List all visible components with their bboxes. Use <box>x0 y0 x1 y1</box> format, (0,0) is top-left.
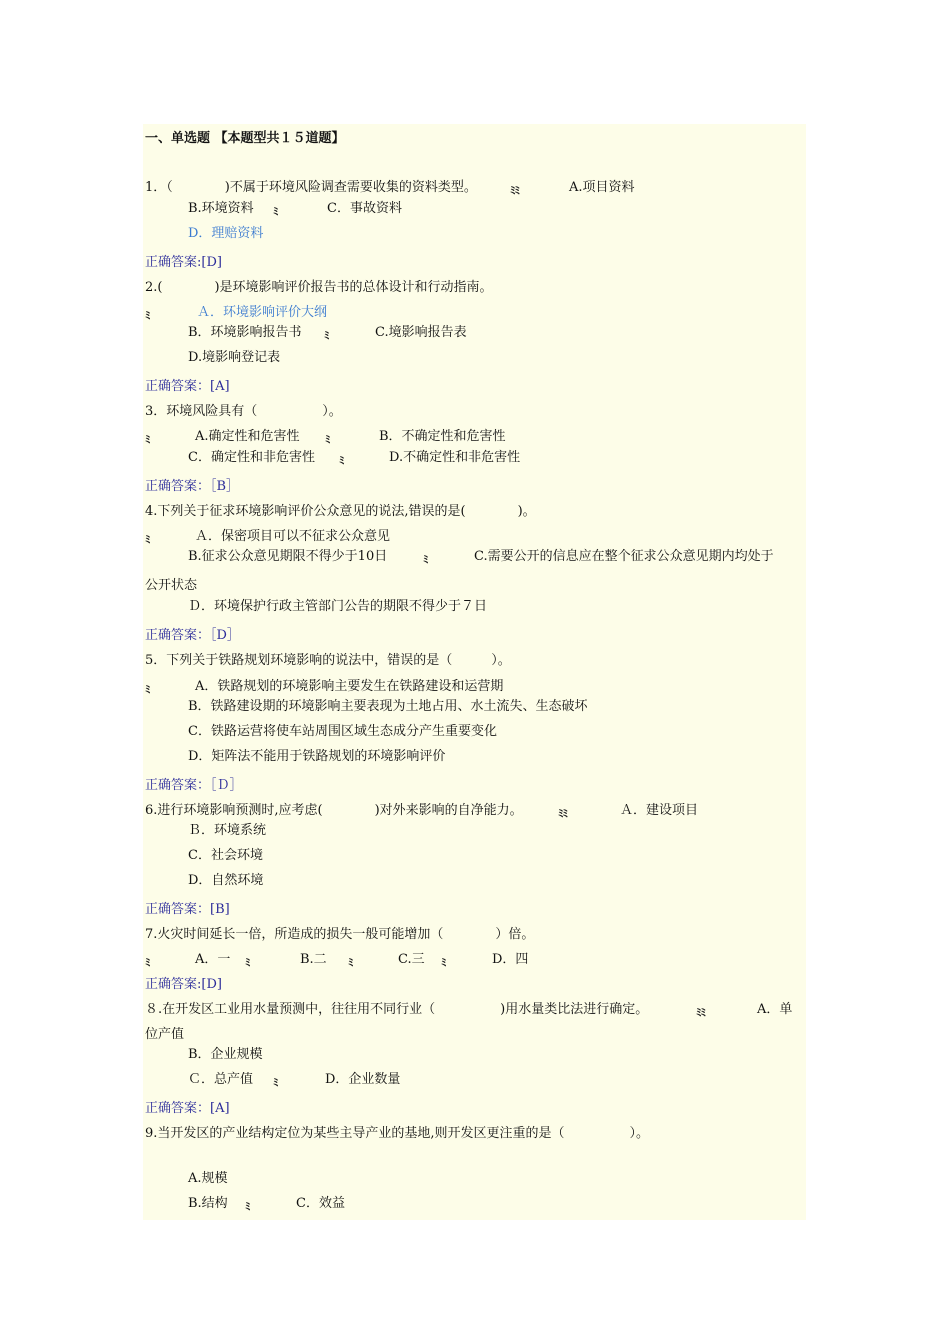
mark-glyph: ﾐ <box>441 956 446 969</box>
question-6-answer: 正确答案：[B] <box>145 902 230 917</box>
question-6-option-c: C．社会环境 <box>188 848 263 863</box>
question-1-option-b: B.环境资料 <box>188 201 254 216</box>
mark-glyph: ﾐ <box>145 683 150 696</box>
question-1-answer: 正确答案:[D] <box>145 255 222 270</box>
question-3-option-c: C．确定性和非危害性 <box>188 450 315 465</box>
question-1-option-c: C．事故资料 <box>327 201 402 216</box>
question-6-option-b: Ｂ．环境系统 <box>188 823 267 838</box>
question-4-stem: 4.下列关于征求环境影响评价公众意见的说法,错误的是( )。 <box>145 504 536 519</box>
mark-glyph: ﾐ <box>145 433 150 446</box>
mark-glyph: ﾐ <box>145 956 150 969</box>
question-2-option-b: B．环境影响报告书 <box>188 325 302 340</box>
question-3-option-a: A.确定性和危害性 <box>195 429 300 444</box>
question-5-option-a: A．铁路规划的环境影响主要发生在铁路建设和运营期 <box>195 679 504 694</box>
question-9-option-c: C．效益 <box>296 1196 345 1211</box>
question-7-option-b: B.二 <box>300 952 327 967</box>
question-8-stem: ８.在开发区工业用水量预测中，往往用不同行业（ )用水量类比法进行确定。 <box>145 1002 649 1017</box>
question-5-stem: 5．下列关于铁路规划环境影响的说法中，错误的是（ ）。 <box>145 653 511 668</box>
question-8-option-a-continued: 位产值 <box>145 1027 185 1042</box>
question-7-answer: 正确答案:[D] <box>145 977 222 992</box>
question-6-option-a: Ａ．建设项目 <box>620 803 699 818</box>
question-3-answer: 正确答案：［B］ <box>145 479 240 494</box>
question-9-option-a: A.规模 <box>188 1171 228 1186</box>
question-3-option-b: B．不确定性和危害性 <box>379 429 506 444</box>
question-1-stem: 1．（ )不属于环境风险调查需要收集的资料类型。 <box>145 180 477 195</box>
mark-glyph: ﾐﾐ <box>510 184 519 197</box>
question-4-option-a: Ａ．保密项目可以不征求公众意见 <box>195 529 391 544</box>
question-7-option-d: D．四 <box>492 952 529 967</box>
mark-glyph: ﾐ <box>273 1076 278 1089</box>
mark-glyph: ﾐ <box>325 433 330 446</box>
question-4-option-b: B.征求公众意见期限不得少于10日 <box>188 549 388 564</box>
question-2-option-c: C.境影响报告表 <box>375 325 467 340</box>
question-3-stem: 3．环境风险具有（ ）。 <box>145 404 342 419</box>
question-2-option-a: Ａ．环境影响评价大纲 <box>197 305 328 320</box>
question-4-option-c: C.需要公开的信息应在整个征求公众意见期内均处于 <box>474 549 774 564</box>
question-8-option-d: D．企业数量 <box>325 1072 401 1087</box>
question-5-option-c: C．铁路运营将使车站周围区域生态成分产生重要变化 <box>188 724 497 739</box>
question-5-option-d: D．矩阵法不能用于铁路规划的环境影响评价 <box>188 749 446 764</box>
question-2-option-d: D.境影响登记表 <box>188 350 281 365</box>
mark-glyph: ﾐ <box>145 533 150 546</box>
question-8-option-c: Ｃ．总产值 <box>188 1072 254 1087</box>
question-9-stem: 9.当开发区的产业结构定位为某些主导产业的基地,则开发区更注重的是（ ）。 <box>145 1126 650 1141</box>
question-8-answer: 正确答案：[A] <box>145 1101 230 1116</box>
section-title: 一、单选题 【本题型共１５道题】 <box>145 131 345 146</box>
mark-glyph: ﾐ <box>339 454 344 467</box>
question-4-option-d: Ｄ．环境保护行政主管部门公告的期限不得少于７日 <box>188 599 488 614</box>
question-6-option-d: D．自然环境 <box>188 873 264 888</box>
mark-glyph: ﾐ <box>273 205 278 218</box>
question-8-option-a: A．单 <box>757 1002 793 1017</box>
question-5-answer: 正确答案：［Ｄ］ <box>145 778 243 793</box>
question-1-option-d: D．理赔资料 <box>188 226 264 241</box>
mark-glyph: ﾐﾐ <box>696 1006 705 1019</box>
question-2-stem: 2.( )是环境影响评价报告书的总体设计和行动指南。 <box>145 280 493 295</box>
question-7-option-a: A．一 <box>195 952 231 967</box>
question-4-option-c-continued: 公开状态 <box>145 578 198 593</box>
mark-glyph: ﾐ <box>348 956 353 969</box>
mark-glyph: ﾐ <box>324 329 329 342</box>
mark-glyph: ﾐﾐ <box>558 807 567 820</box>
question-7-option-c: C.三 <box>398 952 425 967</box>
question-3-option-d: D.不确定性和非危害性 <box>389 450 521 465</box>
mark-glyph: ﾐ <box>145 309 150 322</box>
question-5-option-b: B．铁路建设期的环境影响主要表现为土地占用、水土流失、生态破坏 <box>188 699 588 714</box>
mark-glyph: ﾐ <box>245 956 250 969</box>
question-1-option-a: A.项目资料 <box>569 180 635 195</box>
question-2-answer: 正确答案：[A] <box>145 379 230 394</box>
mark-glyph: ﾐ <box>423 553 428 566</box>
mark-glyph: ﾐ <box>245 1200 250 1213</box>
question-7-stem: 7.火灾时间延长一倍，所造成的损失一般可能增加（ ）倍。 <box>145 927 535 942</box>
question-9-option-b: B.结构 <box>188 1196 228 1211</box>
question-6-stem: 6.进行环境影响预测时,应考虑( )对外来影响的自净能力。 <box>145 803 523 818</box>
question-4-answer: 正确答案：［D］ <box>145 628 240 643</box>
question-8-option-b: B．企业规模 <box>188 1047 263 1062</box>
